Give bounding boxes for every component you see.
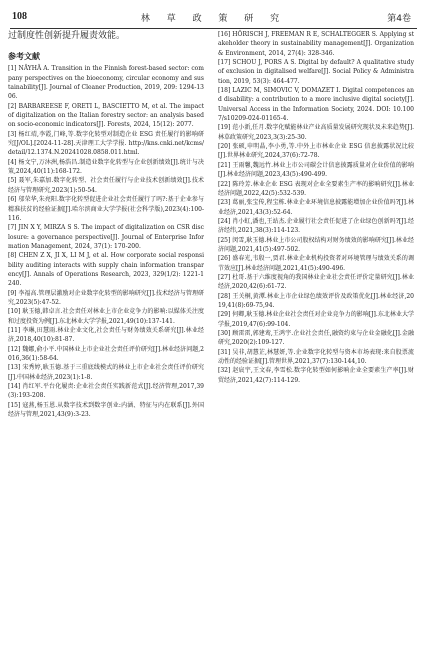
reference-item: [13] 宋秀婷,耿玉德.基于三重底线模式的林业上市企业社会责任评价研究[J].中国林业经济,2023(1):1-8. (8, 364, 204, 381)
reference-item: [32] 赵宸宇,王文春,李雪松.数字化转型如何影响企业全要素生产率[J].财贸经济,2021,42(7):114-129. (218, 367, 414, 384)
left-reference-list (8, 64, 204, 419)
intro-text: 过制度性创新提升履责效能。 (8, 31, 126, 41)
reference-item: [28] 王关桐,黄潭.林业上市企业绿色绩效评价及政策优化[J].林业经济,2019,41(8):69-75,94. (218, 292, 414, 309)
reference-item: [1] NÄYHÄ A. Transition in the Finnish forest-based sector: company perspectives on the bioeconomy, circular economy and sustainability[J]. Journal of Cleaner Production, 2019, 209: 1294-1306. (8, 65, 204, 101)
reference-item: [24] 肖小虹,潘也,王站杰.企业履行社会责任促进了企业绿色创新吗?[J].经济经纬,2021,38(3):114-123. (218, 217, 414, 235)
volume-label: 第4卷 (387, 14, 411, 24)
reference-item: [23] 葛丽,张宝传,程宝栋.林业企业环境信息披露能增加企业价值吗?[J].林业经济,2021,43(3):52-64. (218, 199, 414, 216)
reference-item: [29] 何卿,耿玉德.林业企业社会责任对企业竞争力的影响[J].东北林业大学学报,2019,47(6):99-104. (218, 311, 414, 328)
right-column (218, 30, 414, 385)
reference-item: [7] JIN X Y, MIRZA S S. The impact of digitalization on CSR disclosure: a governance perspective[J]. Journal of Enterprise Information Management, 2024, 37(1): 170-200. (8, 224, 204, 250)
references-heading: 参考文献 (8, 52, 40, 61)
reference-item: [31] 吴非,胡慧芷,林慧妍,等.企业数字化转型与资本市场表现:来自股票流动性的经验证据[J].管理世界,2021,37(7):130-144,10. (218, 348, 414, 366)
reference-item: [26] 盛春光,韦殷一,贾君.林业企业机构投资者对环境管理与绩效关系的调节效应[J].林业经济问题,2021,41(5):490-496. (218, 255, 414, 272)
reference-item: [9] 李福高.管理层激励对企业数字化转型的影响研究[J].技术经济与管理研究,2023(5):47-52. (8, 289, 204, 306)
reference-item: [21] 王雨馨,魏远竹.林业上市公司碳会计信息披露质量对企业价值的影响[J].林业经济问题,2023,43(5):490-499. (218, 161, 414, 179)
reference-item: [18] LAZIC M, SIMOVIC V, DOMAZET I. Digital competences and disability: a contribution to a more inclusive digital society[J]. Universal Access in the Information Society, 2024. DOI: 10.1007/s10209-024-01165-4. (218, 87, 414, 123)
journal-title: 林 草 政 策 研 究 (140, 14, 287, 24)
reference-item: [15] 寇燕,杨玉恩.从数字技术到数字创业:内涵、特征与内在联系[J].外国经济与管理,2021,43(9):3-23. (8, 401, 204, 419)
page-number: 108 (12, 11, 27, 22)
right-reference-list (218, 30, 414, 385)
reference-item: [22] 陈玲芳.林业企业 ESG 表现对企业全要素生产率的影响研究[J].林业经济问题,2022,42(5):532-539. (218, 180, 414, 197)
reference-item: [20] 张硕,申明晶,李小勇,等.中外上市林业企业 ESG 信息披露状况比较[J].世界林业研究,2024,37(6):72-78. (218, 143, 414, 160)
reference-item: [30] 顾雷雷,郭建鸾,王鸿宇.企业社会责任,融资约束与企业金融化[J].金融研究,2020(2):109-127. (218, 330, 414, 347)
reference-item: [2] BARBAREESE F, ORETI L, BASCIETTO M, et al. The impact of digitalization on the Italian forestry sector: an analysis based on socio-economic indicators[J]. Forests, 2024, 15(12): 2077. (8, 102, 204, 129)
reference-item: [25] 闵雪,耿玉德.林业上市公司股权结构对财务绩效的影响研究[J].林业经济问题,2021,41(5):497-502. (218, 236, 414, 253)
header-rule (10, 28, 417, 29)
left-column (8, 30, 204, 419)
reference-item: [19] 范小新,任月.数字化赋能林业产业高质量发展研究现状及未来趋势[J].林草政策研究,2023,3(3):25-30. (218, 124, 414, 141)
reference-item: [12] 魏娜,俞小平.中国林业上市企业社会责任评价研究[J].林业经济问题,2016,36(1):58-64. (8, 345, 204, 362)
reference-item: [3] 杨红靖,李霞,门峰,等.数字化转型对制造企业 ESG 责任履行的影响研究[J/OL].[2024-11-28].天津理工大学学报. http://kns.cnki.net/kcms/detail/12.1374.N.20241028.0858.011.html. (8, 130, 204, 157)
reference-item: [5] 聂军,朱嘉加.数字化转型、社会责任履行与企业技术创新绩效[J].技术经济与管理研究,2023(1):50-54. (8, 177, 204, 194)
reference-item: [6] 邬荣华,朱亮阳.数字化转型促进企业社会责任履行了吗?:基于企业参与精准扶贫的经验证据[J].哈尔滨商业大学学报(社会科学版),2023(4):100-116. (8, 196, 204, 222)
reference-item: [14] 肖红军.平台化履责:企业社会责任实践新范式[J].经济管理,2017,39(3):193-208. (8, 383, 204, 400)
reference-item: [8] CHEN Z X, JI X, LI M J, et al. How corporate social responsibility auditing interacts with supply chain information transparency[J]. Annals of Operations Research, 2023, 329(1/2): 1221-1240. (8, 252, 204, 288)
reference-item: [10] 耿玉德,韩卓言.社会责任对林业上市企业竞争力的影响:以媒体关注度和过度投资为例[J].东北林业大学学报,2021,49(10):137-141. (8, 308, 204, 325)
page-header (0, 6, 427, 26)
reference-item: [27] 杜哥.基于六维度视角的我国林业企业社会责任评价定量研究[J].林业经济,2020,42(6):61-72. (218, 273, 414, 291)
reference-item: [4] 杨文宁,万沐洲,杨浩昌.制造业数字化转型与企业创新绩效[J].统计与决策,2024,40(11):168-172. (8, 158, 204, 176)
reference-item: [17] SCHOU J, PORS A S. Digital by default? A qualitative study of exclusion in digitalised welfare[J]. Social Policy & Administration, 2019, 53(3): 464-477. (218, 59, 414, 85)
reference-item: [11] 李琳,田慧雨.林业企业文化,社会责任与财务绩效关系研究[J].林业经济,2018,40(10):81-87. (8, 326, 204, 344)
reference-item: [16] HÖRISCH J, FREEMAN R E, SCHALTEGGER S. Applying stakeholder theory in sustainability management[J]. Organization & Environment, 2014, 27(4): 328-346. (218, 31, 414, 57)
